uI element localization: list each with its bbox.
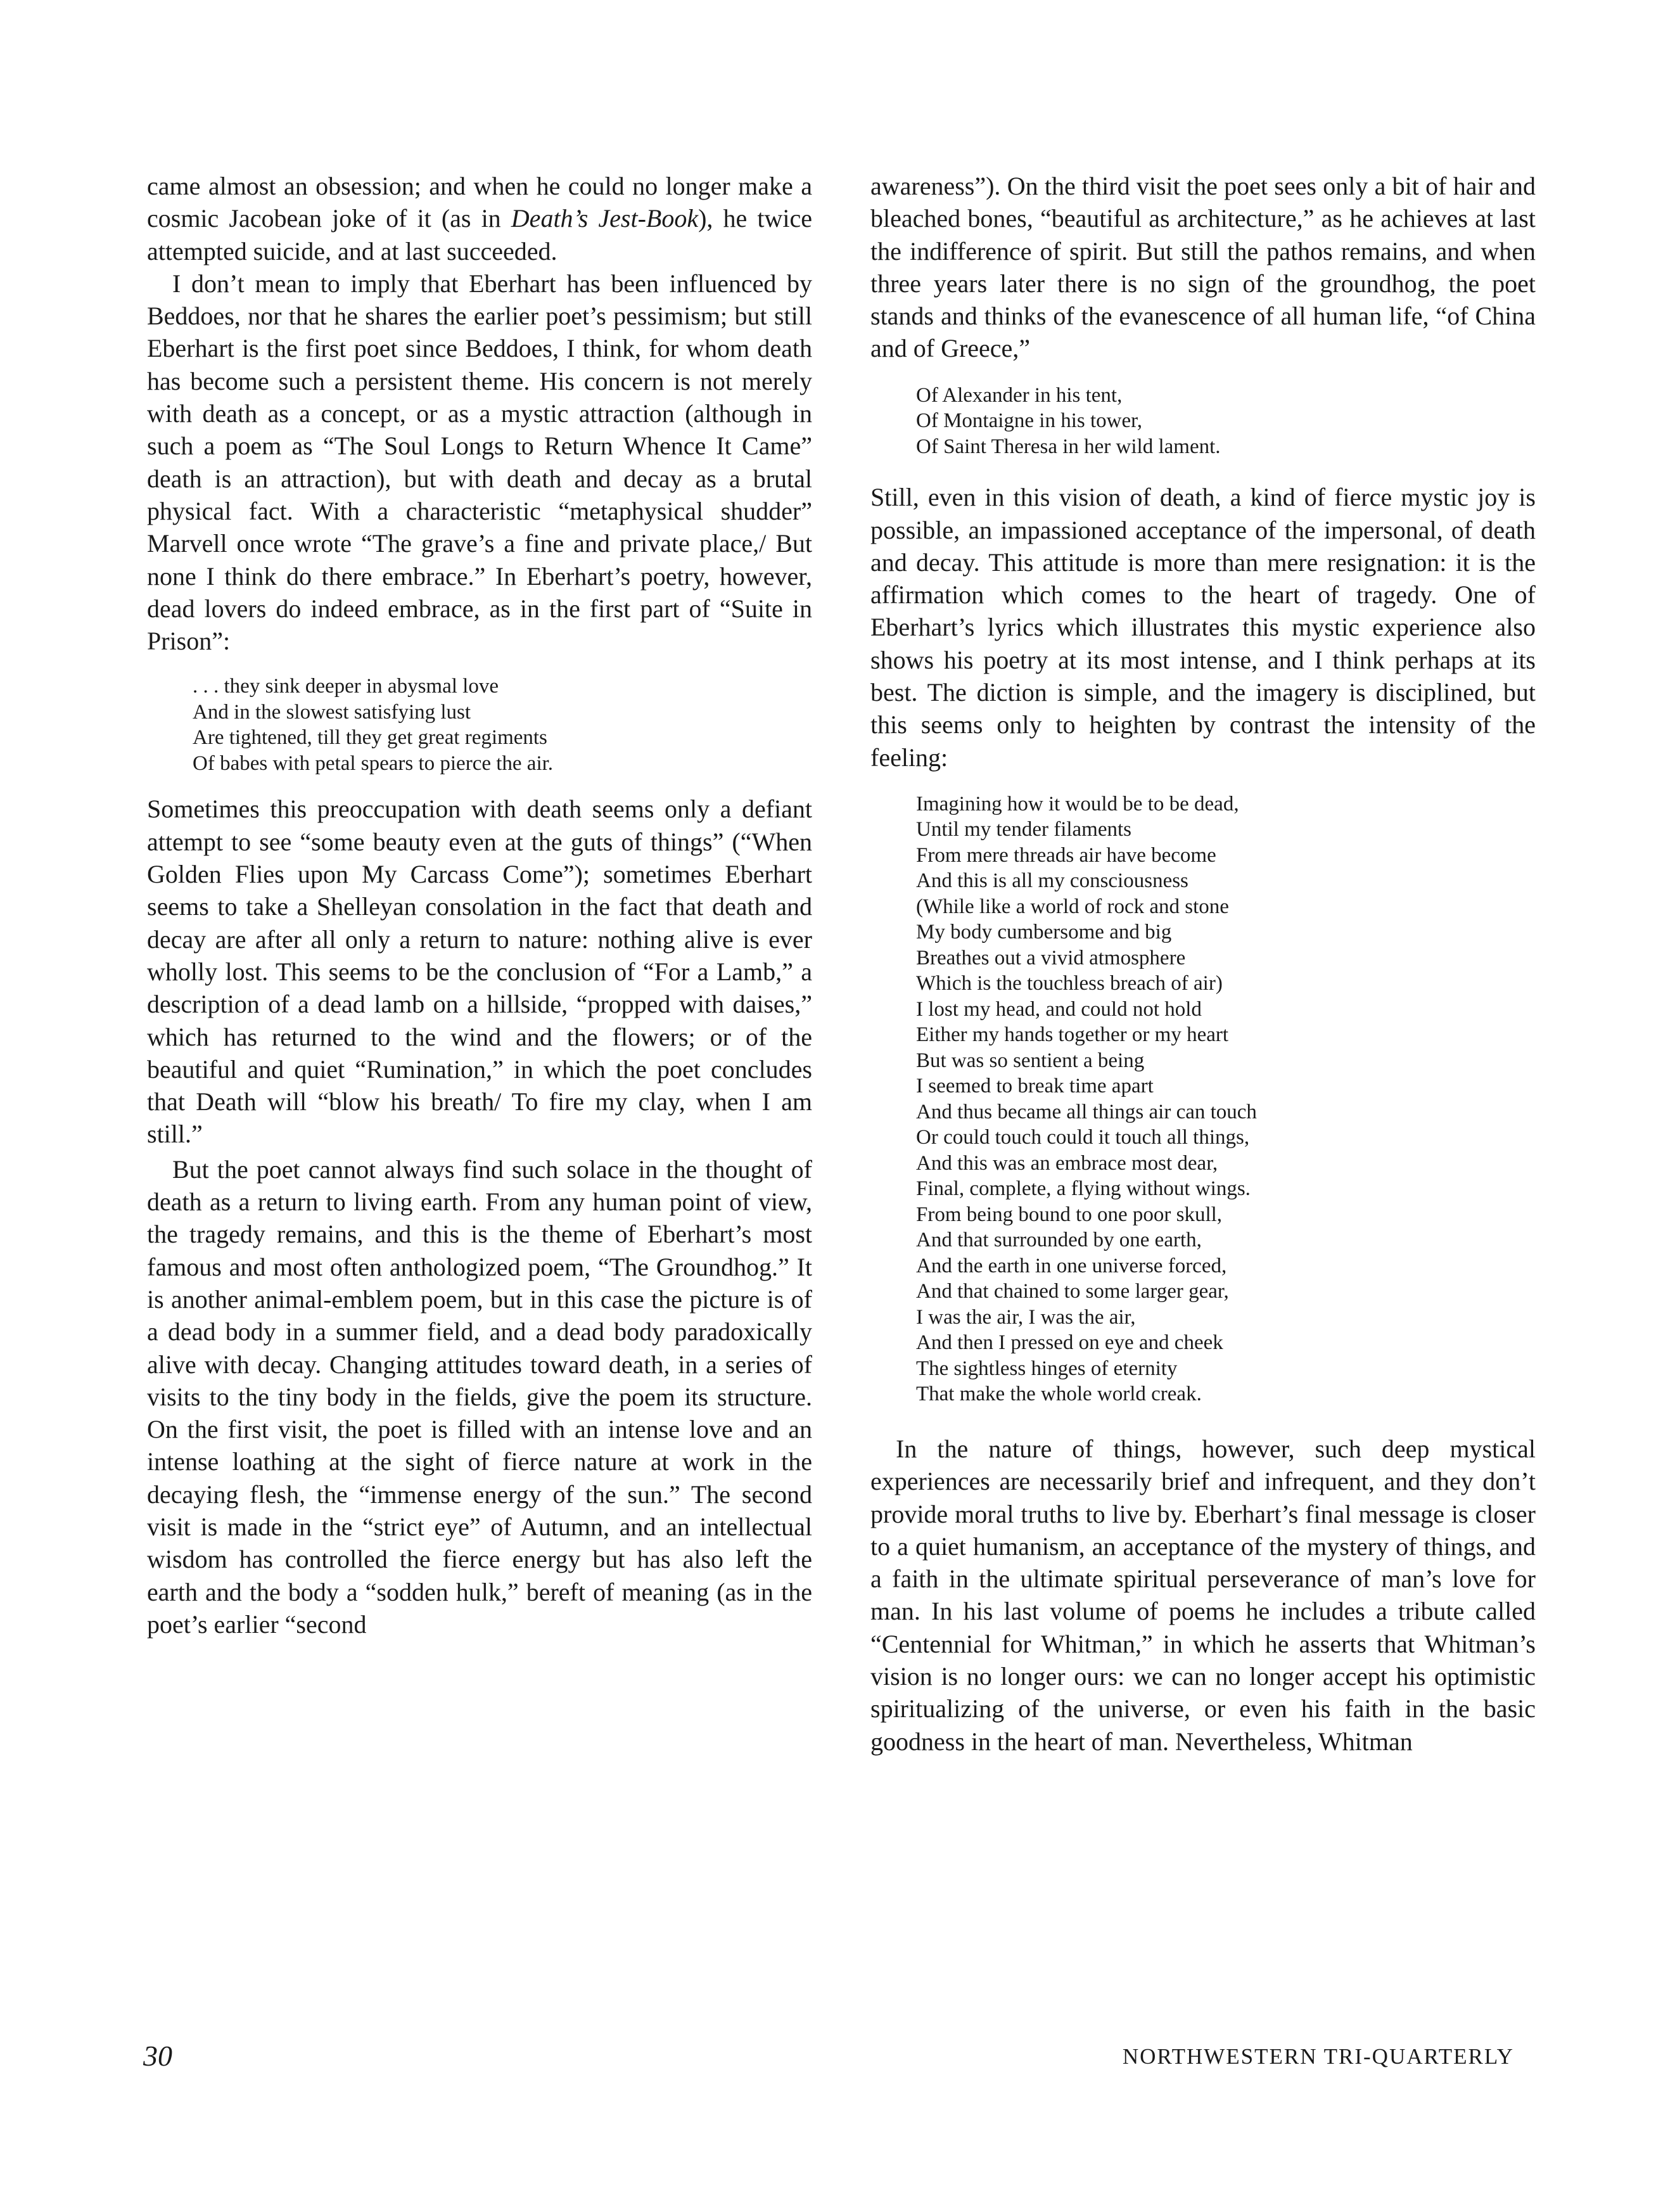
page-number: 30 (143, 2040, 172, 2072)
paragraph (147, 170, 812, 267)
verse-line: Of Saint Theresa in her wild lament. (916, 435, 1221, 458)
paragraph: But the poet cannot always find such solace in the thought of death as a return to living earth. From any human point of view, the tragedy remains, and this is the theme of Eberhart’s most famous and most often anthologized poem, “The Groundhog.” It is another animal-emblem poem, but in this case the picture is of a dead body in a summer field, and a dead body paradoxically alive with decay. Changing attitudes toward death, in a series of visits to the tiny body in the fields, give the poem its structure. On the first visit, the poet is filled with an intense love and an intense loathing at the sight of fierce nature at work in the decaying flesh, the “immense energy of the sun.” The second visit is made in the “strict eye” of Autumn, and an intellectual wisdom has controlled the fierce energy but has also left the earth and the body a “sodden hulk,” bereft of meaning (as in the poet’s earlier “second (147, 1154, 812, 1639)
paragraph: I don’t mean to imply that Eberhart has been influenced by Beddoes, nor that he shares the earlier poet’s pessimism; but still Eberhart is the first poet since Beddoes, I think, for whom death has become such a persistent theme. His concern is not merely with death as a concept, or as a mystic attraction (although in such a poem as “The Soul Longs to Return Whence It Came” death is an attraction), but with death and decay as a brutal physical fact. With a characteristic “metaphysical shudder” Marvell once wrote “The grave’s a fine and private place,/ But none I think do there embrace.” In Eberhart’s poetry, however, dead lovers do indeed embrace, as in the first part of “Suite in Prison”: (147, 269, 812, 656)
paragraph-text: came almost an obsession; and when he could no longer make a cosmic Jacobean joke of it (as in (147, 172, 812, 233)
verse-line: And the earth in one universe forced, (916, 1254, 1227, 1277)
verse-line: And that surrounded by one earth, (916, 1229, 1202, 1252)
verse-line: Until my tender filaments (916, 818, 1132, 841)
paragraph: awareness”). On the third visit the poet sees only a bit of hair and bleached bones, “beautiful as architecture,” as he achieves at last the indifference of spirit. But still the pathos remains, and when three years later there is no sign of the groundhog, the poet stands and thinks of the evanescence of all human life, “of China and of Greece,” (870, 172, 1536, 363)
verse-line: Which is the touchless breach of air) (916, 972, 1223, 995)
verse-line: Of babes with petal spears to pierce the air. (193, 751, 554, 775)
journal-title: NORTHWESTERN TRI-QUARTERLY (1122, 2044, 1514, 2069)
verse-line: The sightless hinges of eternity (916, 1357, 1178, 1380)
verse-line: That make the whole world creak. (916, 1383, 1202, 1406)
verse-line: Are tightened, till they get great regiments (193, 726, 547, 750)
verse-line: I was the air, I was the air, (916, 1305, 1136, 1329)
verse-line: And that chained to some larger gear, (916, 1280, 1229, 1303)
verse-line: And this is all my consciousness (916, 869, 1188, 893)
verse-line: And then I pressed on eye and cheek (916, 1331, 1223, 1355)
verse-line: Breathes out a vivid atmosphere (916, 946, 1186, 969)
verse-line: I lost my head, and could not hold (916, 997, 1202, 1021)
book-title: Death’s Jest-Book (511, 204, 699, 233)
verse-line: From being bound to one poor skull, (916, 1203, 1223, 1226)
verse-line: Or could touch could it touch all things, (916, 1126, 1250, 1149)
verse-quote (870, 791, 1536, 1407)
verse-line: Of Alexander in his tent, (916, 383, 1123, 407)
verse-line: Of Montaigne in his tower, (916, 409, 1143, 433)
verse-line: . . . they sink deeper in abysmal love (193, 675, 499, 698)
verse-quote (147, 674, 812, 776)
verse-line: From mere threads air have become (916, 843, 1216, 867)
verse-quote (870, 383, 1536, 460)
verse-line: Imagining how it would be to be dead, (916, 792, 1239, 815)
paragraph: In the nature of things, however, such deep mystical experiences are necessarily brief and infrequent, and they don’t provide moral truths to live by. Eberhart’s final message is closer to a quiet humanism, an acceptance of the mystery of things, and a faith in the ultimate spiritual perseverance of man’s love for man. In his last volume of poems he includes a tribute called “Centennial for Whitman,” in which he asserts that Whitman’s vision is no longer ours: we can no longer accept his optimistic spiritualizing of the universe, or even his faith in the basic goodness in the heart of man. Nevertheless, Whitman (870, 1434, 1536, 1756)
verse-line: And in the slowest satisfying lust (193, 700, 471, 724)
verse-line: And this was an embrace most dear, (916, 1151, 1218, 1175)
paragraph-text: ), he twice attempted suicide, and at last succeeded. (147, 204, 812, 265)
right-column (870, 170, 1536, 1758)
verse-line: (While like a world of rock and stone (916, 895, 1229, 918)
verse-line: My body cumbersome and big (916, 921, 1172, 944)
paragraph: Still, even in this vision of death, a kind of fierce mystic joy is possible, an impassioned acceptance of the impersonal, of death and decay. This attitude is more than mere resignation: it is the affirmation which comes to the heart of tragedy. One of Eberhart’s lyrics which illustrates this mystic experience also shows his poetry at its most intense, and I think perhaps at its best. The diction is simple, and the imagery is disciplined, but this seems only to heighten by contrast the intensity of the feeling: (870, 483, 1536, 772)
verse-line: But was so sentient a being (916, 1049, 1145, 1072)
left-column (147, 170, 812, 1640)
verse-line: And thus became all things air can touch (916, 1100, 1257, 1123)
verse-line: Either my hands together or my heart (916, 1023, 1229, 1047)
paragraph: Sometimes this preoccupation with death seems only a defiant attempt to see “some beauty even at the guts of things” (“When Golden Flies upon My Carcass Come”); sometimes Eberhart seems to take a Shelleyan consolation in the fact that death and decay are after all only a return to nature: nothing alive is ever wholly lost. This seems to be the conclusion of “For a Lamb,” a description of a dead lamb on a hillside, “propped with daises,” which has returned to the wind and the flowers; or of the beautiful and quiet “Rumination,” in which the poet concludes that Death will “blow his breath/ To fire my clay, when I am still.” (147, 795, 812, 1149)
verse-line: I seemed to break time apart (916, 1075, 1154, 1098)
verse-line: Final, complete, a flying without wings. (916, 1177, 1251, 1201)
